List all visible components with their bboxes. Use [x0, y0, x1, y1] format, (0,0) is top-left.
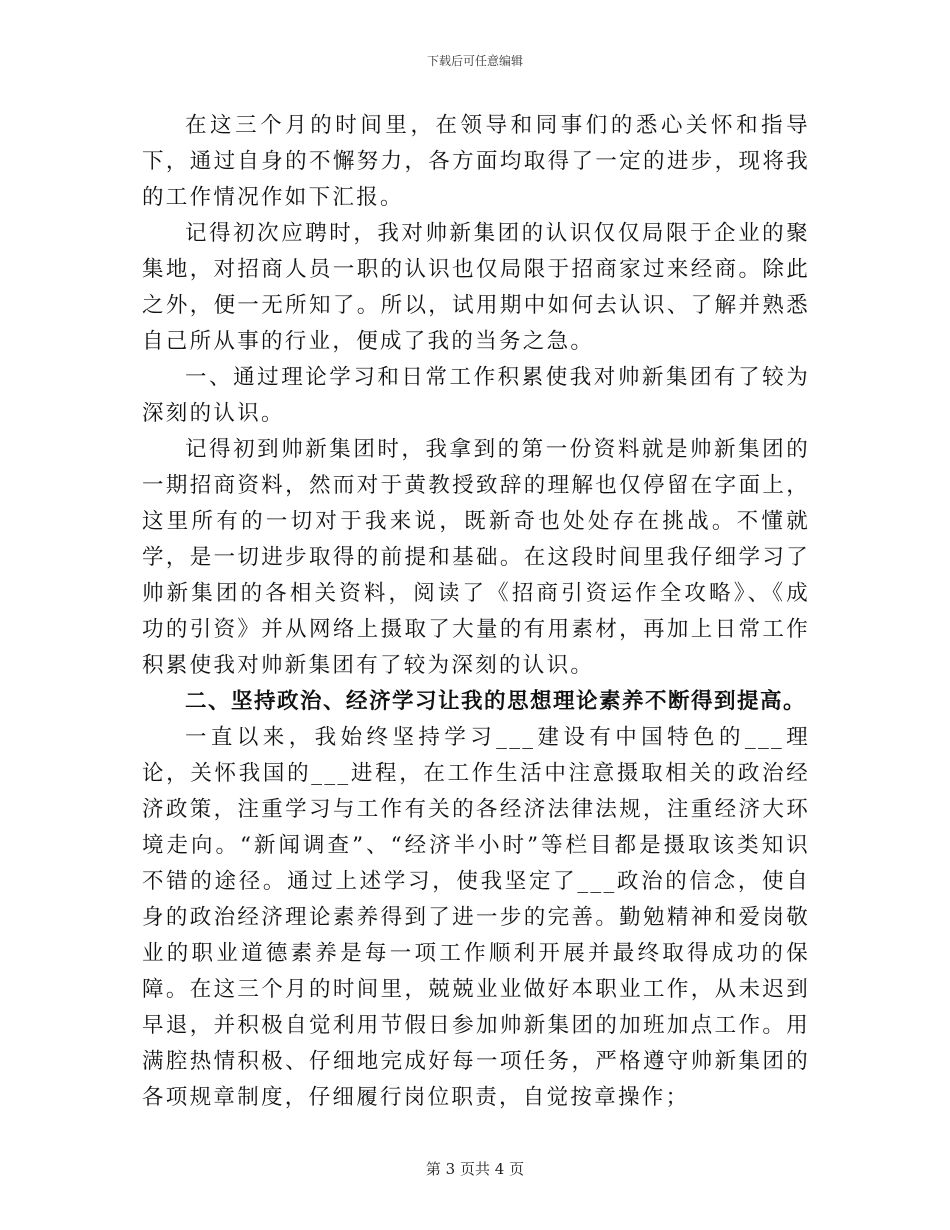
- paragraph-intro: 在这三个月的时间里，在领导和同事们的悉心关怀和指导下，通过自身的不懈努力，各方面均取得了一定的进步，现将我的工作情况作如下汇报。: [142, 113, 810, 210]
- document-body: [142, 108, 810, 1116]
- page-footer: 第 3 页共 4 页: [425, 1160, 525, 1178]
- paragraph-political-study: 一直以来，我始终坚持学习___建设有中国特色的___理论，关怀我国的___进程，在工作生活中注意摄取相关的政治经济政策，注重学习与工作有关的各经济法律法规，注重经济大环境走向。“新闻调查”、“经济半小时”等栏目都是摄取该类知识不错的途径。通过上述学习，使我坚定了___政治的信念，使自身的政治经济理论素养得到了进一步的完善。勤勉精神和爱岗敬业的职业道德素养是每一项工作顺利开展并最终取得成功的保障。在这三个月的时间里，兢兢业业做好本职业工作，从未迟到早退，并积极自觉利用节假日参加帅新集团的加班加点工作。用满腔热情积极、仔细地完成好每一项任务，严格遵守帅新集团的各项规章制度，仔细履行岗位职责，自觉按章操作；: [142, 725, 810, 1110]
- paragraph-first-impression: 记得初次应聘时，我对帅新集团的认识仅仅局限于企业的聚集地，对招商人员一职的认识也仅局限于招商家过来经商。除此之外，便一无所知了。所以，试用期中如何去认识、了解并熟悉自己所从事的行业，便成了我的当务之急。: [142, 221, 810, 354]
- section-heading-2: 二、坚持政治、经济学习让我的思想理论素养不断得到提高。: [185, 689, 807, 714]
- section-heading-1: 一、通过理论学习和日常工作积累使我对帅新集团有了较为深刻的认识。: [142, 365, 810, 426]
- page-header: 下载后可任意编辑: [426, 54, 523, 68]
- paragraph-learning: 记得初到帅新集团时，我拿到的第一份资料就是帅新集团的一期招商资料，然而对于黄教授致辞的理解也仅停留在字面上，这里所有的一切对于我来说，既新奇也处处存在挑战。不懂就学，是一切进步取得的前提和基础。在这段时间里我仔细学习了帅新集团的各相关资料，阅读了《招商引资运作全攻略》、《成功的引资》并从网络上摄取了大量的有用素材，再加上日常工作积累使我对帅新集团有了较为深刻的认识。: [142, 437, 810, 678]
